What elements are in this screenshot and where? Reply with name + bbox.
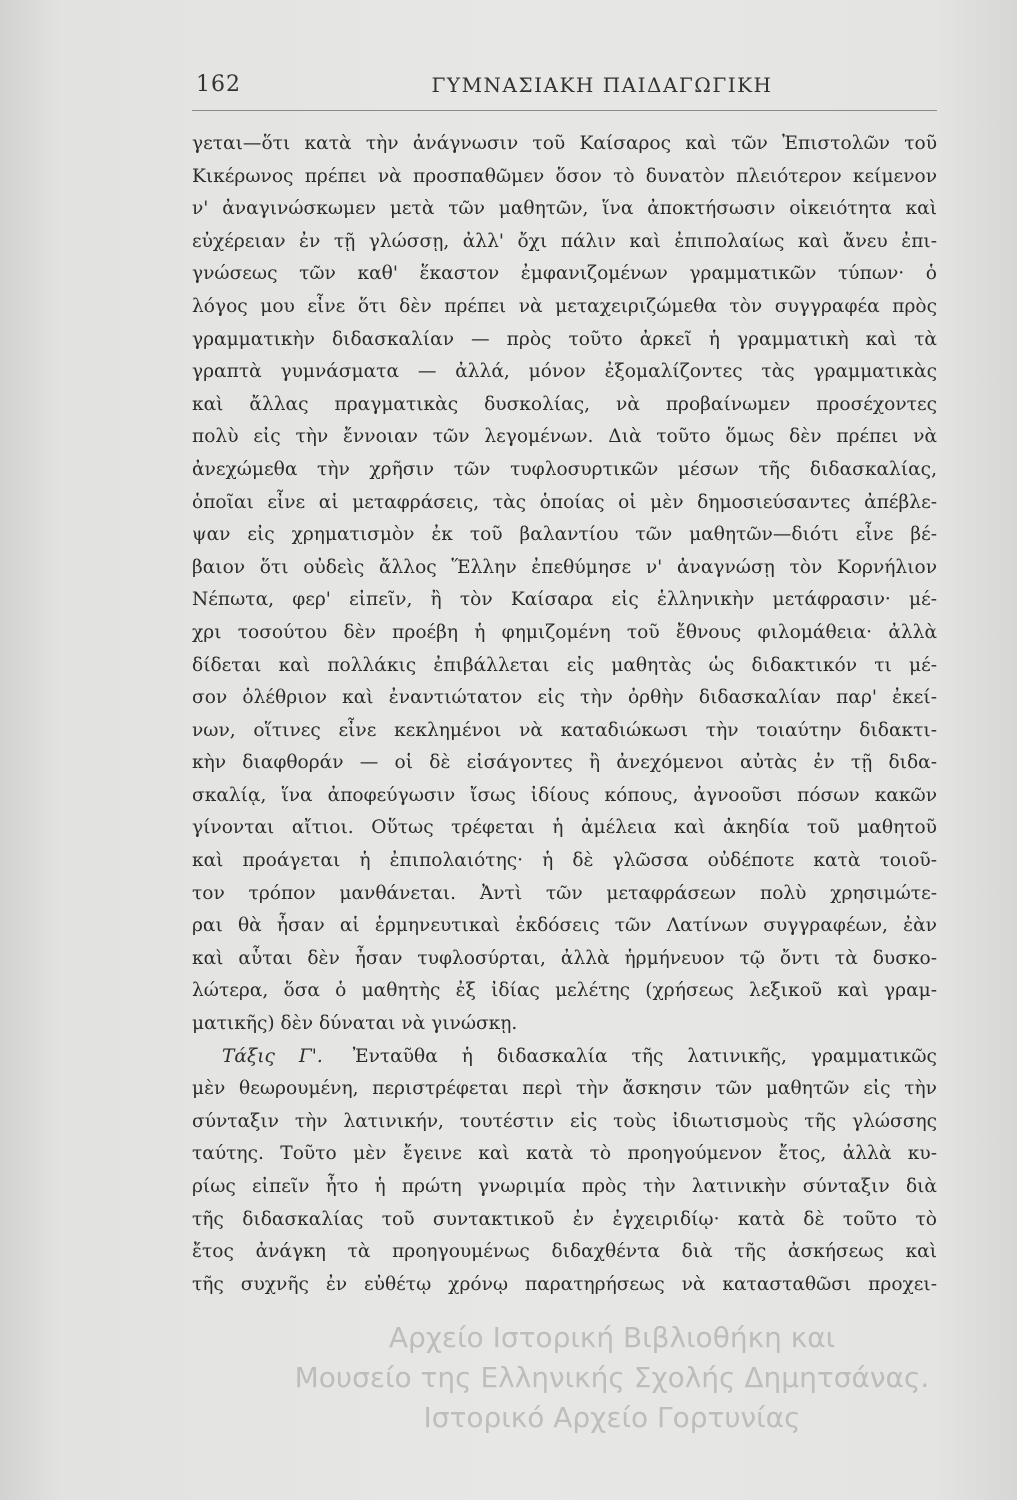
text-line: γραπτὰ γυμνάσματα — ἀλλά, μόνον ἐξομαλίζοντες τὰς γραμματικὰς <box>192 361 937 383</box>
text-line: εὐχέρειαν ἐν τῇ γλώσσῃ, ἀλλ' ὄχι πάλιν καὶ ἐπιπολαίως καὶ ἄνευ ἐπι- <box>192 230 937 252</box>
body-text <box>192 128 937 1301</box>
watermark-line: Μουσείο της Ελληνικής Σχολής Δημητσάνας. <box>294 1361 930 1394</box>
text-line: σύνταξιν τὴν λατινικήν, τουτέστιν εἰς τοὺς ἰδιωτισμοὺς τῆς γλώσσης <box>192 1110 937 1132</box>
text-line: ψαν εἰς χρηματισμὸν ἐκ τοῦ βαλαντίου τῶν μαθητῶν—διότι εἶνε βέ- <box>192 524 937 546</box>
text-line: ματικῆς) δὲν δύναται νὰ γινώσκῃ. <box>192 1013 518 1035</box>
text-line: Κικέρωνος πρέπει νὰ προσπαθῶμεν ὅσον τὸ δυνατὸν πλειότερον κείμενον <box>192 165 937 187</box>
text-line: δίδεται καὶ πολλάκις ἐπιβάλλεται εἰς μαθητὰς ὡς διδακτικόν τι μέ- <box>192 654 937 676</box>
text-line: γίνονται αἴτιοι. Οὕτως τρέφεται ἡ ἀμέλεια καὶ ἀκηδία τοῦ μαθητοῦ <box>192 817 937 839</box>
text-line: καὶ ἄλλας πραγματικὰς δυσκολίας, νὰ προβαίνωμεν προσέχοντες <box>192 393 937 415</box>
text-line: ν' ἀναγινώσκωμεν μετὰ τῶν μαθητῶν, ἵνα ἀποκτήσωσιν οἰκειότητα καὶ <box>192 198 937 220</box>
text-line: μὲν θεωρουμένη, περιστρέφεται περὶ τὴν ἄσκησιν τῶν μαθητῶν εἰς τὴν <box>192 1078 937 1100</box>
text-line: ρίως εἰπεῖν ἦτο ἡ πρώτη γνωριμία πρὸς τὴν λατινικὴν σύνταξιν διὰ <box>192 1176 937 1197</box>
watermark-line: Ιστορικό Αρχείο Γορτυνίας <box>423 1401 801 1434</box>
text-line: τον τρόπον μανθάνεται. Ἀντὶ τῶν μεταφράσεων πολὺ χρησιμώτε- <box>192 882 937 904</box>
text-line: ραι θὰ ἦσαν αἱ ἑρμηνευτικαὶ ἐκδόσεις τῶν Λατίνων συγγραφέων, ἐὰν <box>192 915 937 937</box>
text-line: σκαλίᾳ, ἵνα ἀποφεύγωσιν ἴσως ἰδίους κόπους, ἀγνοοῦσι πόσων κακῶν <box>192 784 937 806</box>
text-line: λώτερα, ὅσα ὁ μαθητὴς ἐξ ἰδίας μελέτης (χρήσεως λεξικοῦ καὶ γραμ- <box>192 980 937 1002</box>
text-line: βαιον ὅτι οὐδεὶς ἄλλος Ἕλλην ἐπεθύμησε ν' ἀναγνώσῃ τὸν Κορνήλιον <box>192 556 937 578</box>
text-line: ἔτος ἀνάγκη τὰ προηγουμένως διδαχθέντα διὰ τῆς ἀσκήσεως καὶ <box>192 1241 937 1263</box>
watermark-line: Αρχείο Ιστορική Βιβλιοθήκη και <box>388 1321 836 1354</box>
text-line: Νέπωτα, φερ' εἰπεῖν, ἢ τὸν Καίσαρα εἰς ἑλληνικὴν μετάφρασιν· μέ- <box>192 589 937 611</box>
text-line: ἀνεχώμεθα τὴν χρῆσιν τῶν τυφλοσυρτικῶν μέσων τῆς διδασκαλίας, <box>192 458 937 480</box>
text-line: τῆς διδασκαλίας τοῦ συντακτικοῦ ἐν ἐγχειριδίῳ· κατὰ δὲ τοῦτο τὸ <box>192 1208 937 1230</box>
text-line: λόγος μου εἶνε ὅτι δὲν πρέπει νὰ μεταχειριζώμεθα τὸν συγγραφέα πρὸς <box>192 295 937 317</box>
text-line: πολὺ εἰς τὴν ἔννοιαν τῶν λεγομένων. Διὰ τοῦτο ὅμως δὲν πρέπει νὰ <box>192 426 937 448</box>
text-line: τῆς συχνῆς ἐν εὐθέτῳ χρόνῳ παρατηρήσεως νὰ κατασταθῶσι προχει- <box>192 1273 937 1295</box>
text-line: χρι τοσούτου δὲν προέβη ἡ φημιζομένη τοῦ ἔθνους φιλομάθεια· ἀλλὰ <box>192 621 937 643</box>
text-line: κὴν διαφθοράν — οἱ δὲ εἰσάγοντες ἢ ἀνεχόμενοι αὐτὰς ἐν τῇ διδα- <box>192 752 937 774</box>
text-line: ταύτης. Τοῦτο μὲν ἔγεινε καὶ κατὰ τὸ προηγούμενον ἔτος, ἀλλὰ κυ- <box>192 1143 937 1165</box>
text-line: καὶ προάγεται ἡ ἐπιπολαιότης· ἡ δὲ γλῶσσα οὐδέποτε κατὰ τοιοῦ- <box>192 850 937 872</box>
running-head: ΓΥΜΝΑΣΙΑΚΗ ΠΑΙΔΑΓΩΓΙΚΗ <box>431 73 773 97</box>
text-line: νων, οἵτινες εἶνε κεκλημένοι νὰ καταδιώκωσι τὴν τοιαύτην διδακτι- <box>192 719 937 741</box>
section-label: Τάξις Γ'. <box>222 1045 323 1067</box>
text-line: καὶ αὗται δὲν ἦσαν τυφλοσύρται, ἀλλὰ ἡρμήνευον τῷ ὄντι τὰ δυσκο- <box>192 947 937 969</box>
text-line: γεται—ὅτι κατὰ τὴν ἀνάγνωσιν τοῦ Καίσαρος καὶ τῶν Ἐπιστολῶν τοῦ <box>192 133 937 154</box>
text-line: γνώσεως τῶν καθ' ἕκαστον ἐμφανιζομένων γραμματικῶν τύπων· ὁ <box>192 263 937 285</box>
archive-watermark <box>232 1318 992 1438</box>
text-line: γραμματικὴν διδασκαλίαν — πρὸς τοῦτο ἀρκεῖ ἡ γραμματικὴ καὶ τὰ <box>192 328 937 350</box>
page-number: 162 <box>196 72 241 97</box>
text-line: σον ὀλέθριον καὶ ἐναντιώτατον εἰς τὴν ὀρθὴν διδασκαλίαν παρ' ἐκεί- <box>192 687 937 709</box>
section-first-line-text: Ἐνταῦθα ἡ διδασκαλία τῆς λατινικῆς, γραμματικῶς <box>352 1045 937 1067</box>
section-heading-line <box>192 1041 937 1074</box>
text-line: ὁποῖαι εἶνε αἱ μεταφράσεις, τὰς ὁποίας οἱ μὲν δημοσιεύσαντες ἀπέβλε- <box>192 491 937 513</box>
page-header <box>192 66 937 111</box>
